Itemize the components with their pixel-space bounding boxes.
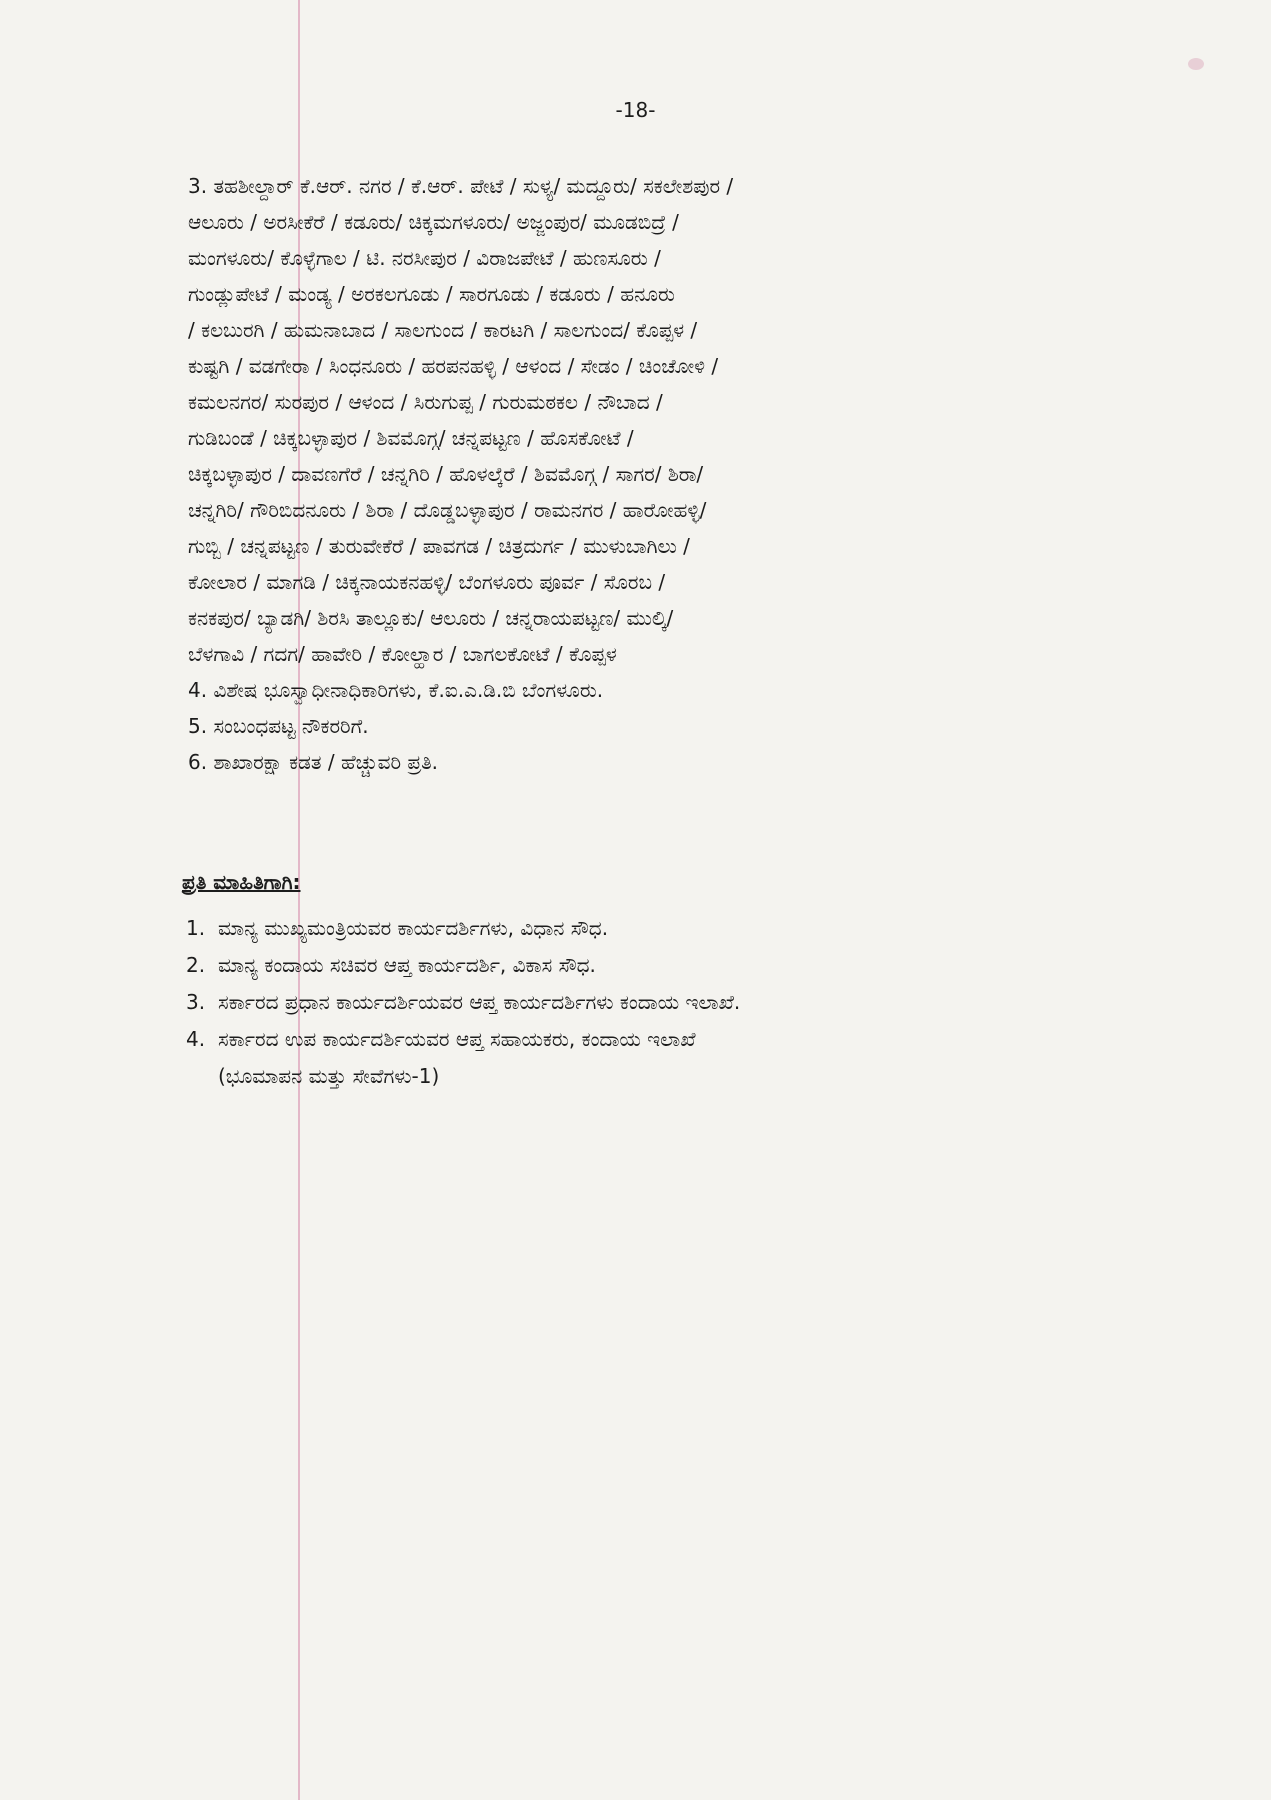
- copy-to-line: ಕೋಲಾರ / ಮಾಗಡಿ / ಚಿಕ್ಕನಾಯಕನಹಳ್ಳಿ/ ಬೆಂಗಳೂರು ಪೂರ್ವ / ಸೊರಬ /: [188, 570, 666, 594]
- copy-to-line: ಕನಕಪುರ/ ಬ್ಯಾಡಗಿ/ ಶಿರಸಿ ತಾಲ್ಲೂಕು/ ಆಲೂರು / ಚನ್ನರಾಯಪಟ್ಟಣ/ ಮುಲ್ಕಿ/: [188, 606, 674, 630]
- ink-mark: [1188, 58, 1204, 70]
- item-number: 1.: [186, 916, 206, 940]
- copy-to-line: / ಕಲಬುರಗಿ / ಹುಮನಾಬಾದ / ಸಾಲಗುಂದ / ಕಾರಟಗಿ / ಸಾಲಗುಂದ/ ಕೊಪ್ಪಳ /: [188, 318, 698, 342]
- copy-to-item-6: 6. ಶಾಖಾರಕ್ಷಾ ಕಡತ / ಹೆಚ್ಚುವರಿ ಪ್ರತಿ.: [188, 750, 439, 774]
- copy-to-line: ಕಮಲನಗರ/ ಸುರಪುರ / ಆಳಂದ / ಸಿರುಗುಪ್ಪ / ಗುರುಮಠಕಲ / ನೌಬಾದ /: [188, 390, 663, 414]
- for-info-list: [186, 910, 1116, 1095]
- copy-to-line: ಕುಷ್ಟಗಿ / ವಡಗೇರಾ / ಸಿಂಧನೂರು / ಹರಪನಹಳ್ಳಿ / ಆಳಂದ / ಸೇಡಂ / ಚಿಂಚೋಳಿ /: [188, 354, 719, 378]
- item-text: ಸರ್ಕಾರದ ಪ್ರಧಾನ ಕಾರ್ಯದರ್ಶಿಯವರ ಆಪ್ತ ಕಾರ್ಯದರ್ಶಿಗಳು ಕಂದಾಯ ಇಲಾಖೆ.: [218, 990, 741, 1014]
- copy-to-line: ಮಂಗಳೂರು/ ಕೊಳ್ಳೆಗಾಲ / ಟಿ. ನರಸೀಪುರ / ವಿರಾಜಪೇಟೆ / ಹುಣಸೂರು /: [188, 246, 661, 270]
- list-item: [186, 947, 1116, 984]
- copy-to-line: ಚನ್ನಗಿರಿ/ ಗೌರಿಬಿದನೂರು / ಶಿರಾ / ದೊಡ್ಡಬಳ್ಳಾಪುರ / ರಾಮನಗರ / ಹಾರೋಹಳ್ಳಿ/: [188, 498, 707, 522]
- copy-to-line: 3. ತಹಶೀಲ್ದಾರ್ ಕೆ.ಆರ್. ನಗರ / ಕೆ.ಆರ್. ಪೇಟೆ / ಸುಳ್ಯ/ ಮದ್ದೂರು/ ಸಕಲೇಶಪುರ /: [188, 174, 734, 198]
- list-item: [186, 1021, 1116, 1058]
- item-number: 2.: [186, 953, 206, 977]
- list-item: [186, 910, 1116, 947]
- copy-to-line: ಗುಬ್ಬಿ / ಚನ್ನಪಟ್ಟಣ / ತುರುವೇಕೆರೆ / ಪಾವಗಡ / ಚಿತ್ರದುರ್ಗ / ಮುಳುಬಾಗಿಲು /: [188, 534, 690, 558]
- copy-to-line: ಗುಡಿಬಂಡೆ / ಚಿಕ್ಕಬಳ್ಳಾಪುರ / ಶಿವಮೊಗ್ಗ/ ಚನ್ನಪಟ್ಟಣ / ಹೊಸಕೋಟೆ /: [188, 426, 634, 450]
- copy-to-line: ಬೆಳಗಾವಿ / ಗದಗ/ ಹಾವೇರಿ / ಕೋಲ್ಹಾರ / ಬಾಗಲಕೋಟೆ / ಕೊಪ್ಪಳ: [188, 642, 617, 666]
- for-info-heading: ಪ್ರತಿ ಮಾಹಿತಿಗಾಗಿ:: [182, 870, 301, 894]
- item-number: 3.: [186, 990, 206, 1014]
- item-text: ಸರ್ಕಾರದ ಉಪ ಕಾರ್ಯದರ್ಶಿಯವರ ಆಪ್ತ ಸಹಾಯಕರು, ಕಂದಾಯ ಇಲಾಖೆ: [218, 1027, 696, 1051]
- copy-to-line: ಗುಂಡ್ಲುಪೇಟೆ / ಮಂಡ್ಯ / ಅರಕಲಗೂಡು / ಸಾರಗೂಡು / ಕಡೂರು / ಹನೂರು: [188, 282, 675, 306]
- item-continuation: (ಭೂಮಾಪನ ಮತ್ತು ಸೇವೆಗಳು-1): [218, 1064, 440, 1088]
- item-text: ಮಾನ್ಯ ಮುಖ್ಯಮಂತ್ರಿಯವರ ಕಾರ್ಯದರ್ಶಿಗಳು, ವಿಧಾನ ಸೌಧ.: [218, 916, 609, 940]
- copy-to-item-5: 5. ಸಂಬಂಧಪಟ್ಟ ನೌಕರರಿಗೆ.: [188, 714, 369, 738]
- copy-to-line: ಆಲೂರು / ಅರಸೀಕೆರೆ / ಕಡೂರು/ ಚಿಕ್ಕಮಗಳೂರು/ ಅಜ್ಜಂಪುರ/ ಮೂಡಬಿದ್ರೆ /: [188, 210, 679, 234]
- item-text: ಮಾನ್ಯ ಕಂದಾಯ ಸಚಿವರ ಆಪ್ತ ಕಾರ್ಯದರ್ಶಿ, ವಿಕಾಸ ಸೌಧ.: [218, 953, 596, 977]
- copy-to-item-4: 4. ವಿಶೇಷ ಭೂಸ್ವಾಧೀನಾಧಿಕಾರಿಗಳು, ಕೆ.ಐ.ಎ.ಡಿ.ಬಿ ಬೆಂಗಳೂರು.: [188, 678, 604, 702]
- copy-to-line: ಚಿಕ್ಕಬಳ್ಳಾಪುರ / ದಾವಣಗೆರೆ / ಚನ್ನಗಿರಿ / ಹೊಳಲ್ಕೆರೆ / ಶಿವಮೊಗ್ಗ / ಸಾಗರ/ ಶಿರಾ/: [188, 462, 704, 486]
- page-number: -18-: [615, 98, 656, 122]
- list-item: [186, 984, 1116, 1021]
- copy-to-list: [188, 168, 1118, 780]
- item-number: 4.: [186, 1027, 206, 1051]
